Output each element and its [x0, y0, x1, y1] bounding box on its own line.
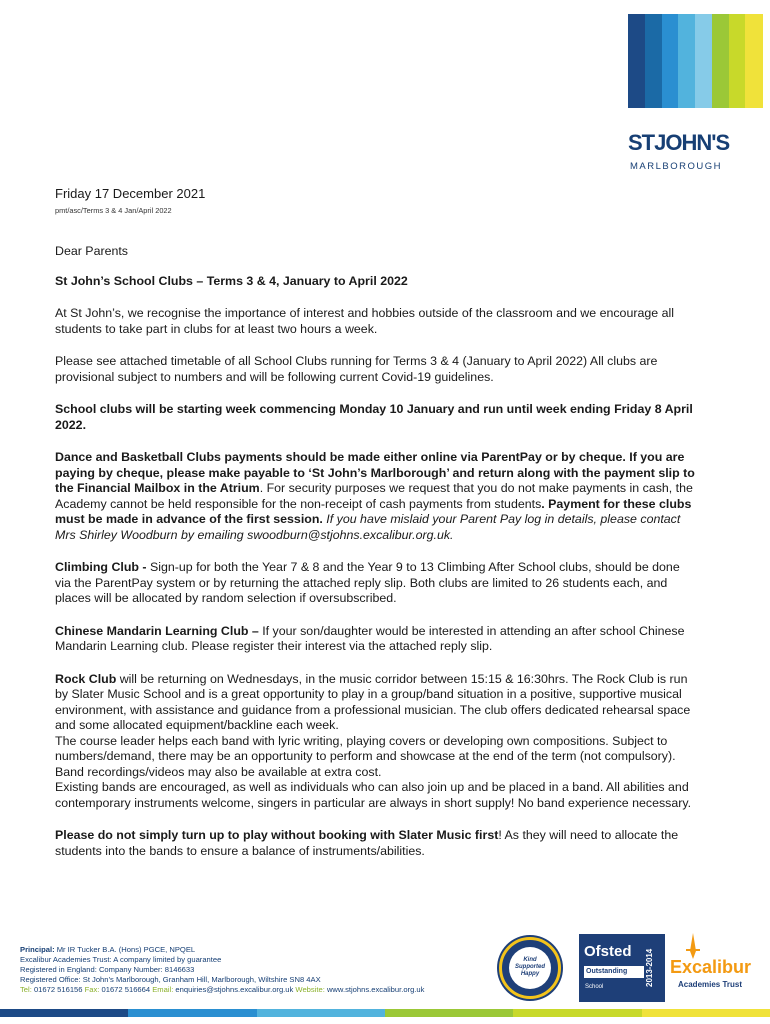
- logo-stripe: [695, 14, 712, 108]
- logo-subtitle: MARLBOROUGH: [630, 161, 722, 172]
- tel-label: Tel:: [20, 985, 32, 994]
- start-dates-text: School clubs will be starting week commencing Monday 10 January and run until week ending Friday 8 April 2022.: [55, 402, 693, 432]
- payment-intro: Dance and Basketball Clubs payments should be made either online via ParentPay or by cheque. If you are paying by cheque, please make payable to ‘St John’s Marlborough’ and return along with the payment slip to the Financial Mailbox in the Atrium: [55, 450, 695, 495]
- fax-label: Fax:: [84, 985, 100, 994]
- logo-stripe: [628, 14, 645, 108]
- footer-band-segment: [513, 1009, 642, 1017]
- footer-trust: Excalibur Academies Trust: A company limited by guarantee: [20, 955, 222, 964]
- para-intro: At St John’s, we recognise the importance of interest and hobbies outside of the classroom and we encourage all students to take part in clubs for at least two hours a week.: [55, 306, 674, 336]
- closing-bold: Please do not simply turn up to play without booking with Slater Music first: [55, 828, 499, 842]
- closing-text: ! As they will need to allocate the students into the bands to ensure a balance of instruments/abilities.: [55, 828, 679, 858]
- mandarin-title: Chinese Mandarin Learning Club –: [55, 623, 263, 638]
- website-url[interactable]: www.stjohns.excalibur.org.uk: [324, 985, 425, 994]
- footer-contact: [20, 985, 424, 995]
- excalibur-subtitle: Academies Trust: [678, 980, 743, 989]
- letter-date: Friday 17 December 2021: [55, 186, 206, 201]
- ofsted-title: Ofsted: [584, 943, 632, 960]
- para-climbing: [55, 560, 695, 607]
- payment-security: . For security purposes we request that you do not make payments in cash, the Academy cannot be held responsible for the non-receipt of cash payments from students: [55, 481, 693, 511]
- footer-band-segment: [257, 1009, 386, 1017]
- rock-text-3: Existing bands are encouraged, as well as individuals who can also join up and be placed in a band. All abilities and contemporary instruments welcome, singers in particular are always in short supply! No band experience necessary.: [55, 780, 692, 810]
- climbing-title: Climbing Club -: [55, 560, 150, 574]
- letter-reference: pmt/asc/Terms 3 & 4 Jan/April 2022: [55, 205, 172, 215]
- logo-stripe: [662, 14, 679, 108]
- climbing-text: Sign-up for both the Year 7 & 8 and the Year 9 to 13 Climbing After School clubs, should be done via the ParentPay system or by returning the attached reply slip. Both clubs are limited to 26 students each, and places will be allocated by random selection if oversubscribed.: [55, 560, 680, 605]
- logo-name: STJOHN'S: [628, 130, 730, 155]
- ofsted-grade: Outstanding: [584, 966, 644, 978]
- logo-stripe: [729, 14, 746, 108]
- principal-name: Mr IR Tucker B.A. (Hons) PGCE, NPQEL: [54, 945, 196, 954]
- badge-kind-text: Kind Supported Happy: [509, 947, 551, 989]
- payment-advance: . Payment for these clubs must be made in advance of the first session.: [55, 496, 692, 526]
- ofsted-school: School: [585, 984, 604, 990]
- para-payment: [55, 450, 695, 543]
- school-logo: [628, 14, 762, 172]
- excalibur-name: Excalibur: [670, 957, 752, 977]
- logo-stripe: [745, 14, 762, 108]
- letter-body: [55, 186, 695, 859]
- para-timetable: Please see attached timetable of all School Clubs running for Terms 3 & 4 (January to April 2022) All clubs are provisional subject to numbers and will be following current Covid-19 guidelines.: [55, 354, 658, 384]
- para-mandarin: [55, 624, 695, 655]
- email-label: Email:: [152, 985, 174, 994]
- excalibur-logo: [670, 933, 765, 1003]
- website-label: Website:: [295, 985, 325, 994]
- logo-stripe: [645, 14, 662, 108]
- fax-number: 01672 516664: [99, 985, 153, 994]
- logo-stripe: [678, 14, 695, 108]
- tel-number: 01672 516156: [31, 985, 85, 994]
- salutation: Dear Parents: [55, 244, 129, 258]
- footer-band-segment: [642, 1009, 770, 1017]
- sword-icon: [684, 933, 702, 959]
- independence-badge: [497, 935, 563, 1001]
- rock-text-1: will be returning on Wednesdays, in the music corridor between 15:15 & 16:30hrs. The Rock Club is run by Slater Music School and is a great opportunity to play in a group/band situation in a positive, supportive musical environment, with assistance and guidance from a professional musician. The club offers dedicated rehearsal space and some allocated equipment/backline each week.: [55, 671, 691, 732]
- footer-band-segment: [128, 1009, 257, 1017]
- rock-title: Rock Club: [55, 671, 117, 686]
- letter-footer: [0, 925, 770, 1024]
- rock-text-2: The course leader helps each band with lyric writing, playing covers or developing own compositions. Subject to numbers/demand, there may be an opportunity to perform and showcase at the end of the term (not compulsory). Band recordings/videos may also be available at extra cost.: [55, 733, 676, 779]
- letter-subject: St John’s School Clubs – Terms 3 & 4, January to April 2022: [55, 273, 408, 288]
- footer-office: Registered Office: St John’s Marlborough, Granham Hill, Marlborough, Wiltshire SN8 4AX: [20, 975, 321, 984]
- ofsted-badge: [579, 934, 665, 1002]
- email-address[interactable]: enquiries@stjohns.excalibur.org.uk: [173, 985, 296, 994]
- principal-label: Principal:: [20, 945, 55, 954]
- footer-color-band: [0, 1009, 770, 1017]
- footer-details: [20, 945, 424, 995]
- footer-company: Registered in England: Company Number: 8146633: [20, 965, 195, 974]
- para-closing: [55, 828, 695, 859]
- payment-contact: If you have mislaid your Parent Pay log in details, please contact Mrs Shirley Woodburn by emailing swoodburn@stjohns.excalibur.org.uk.: [55, 512, 681, 542]
- para-rock: [55, 672, 695, 734]
- footer-band-segment: [385, 1009, 514, 1017]
- logo-stripes: [628, 14, 762, 108]
- mandarin-text: If your son/daughter would be interested in attending an after school Chinese Mandarin Learning club. Please register their interest via the attached reply slip.: [55, 623, 685, 653]
- footer-principal: [20, 945, 424, 955]
- ofsted-years: 2013-2014: [645, 948, 654, 988]
- para-start-dates: [55, 402, 695, 433]
- logo-stripe: [712, 14, 729, 108]
- footer-band-segment: [0, 1009, 129, 1017]
